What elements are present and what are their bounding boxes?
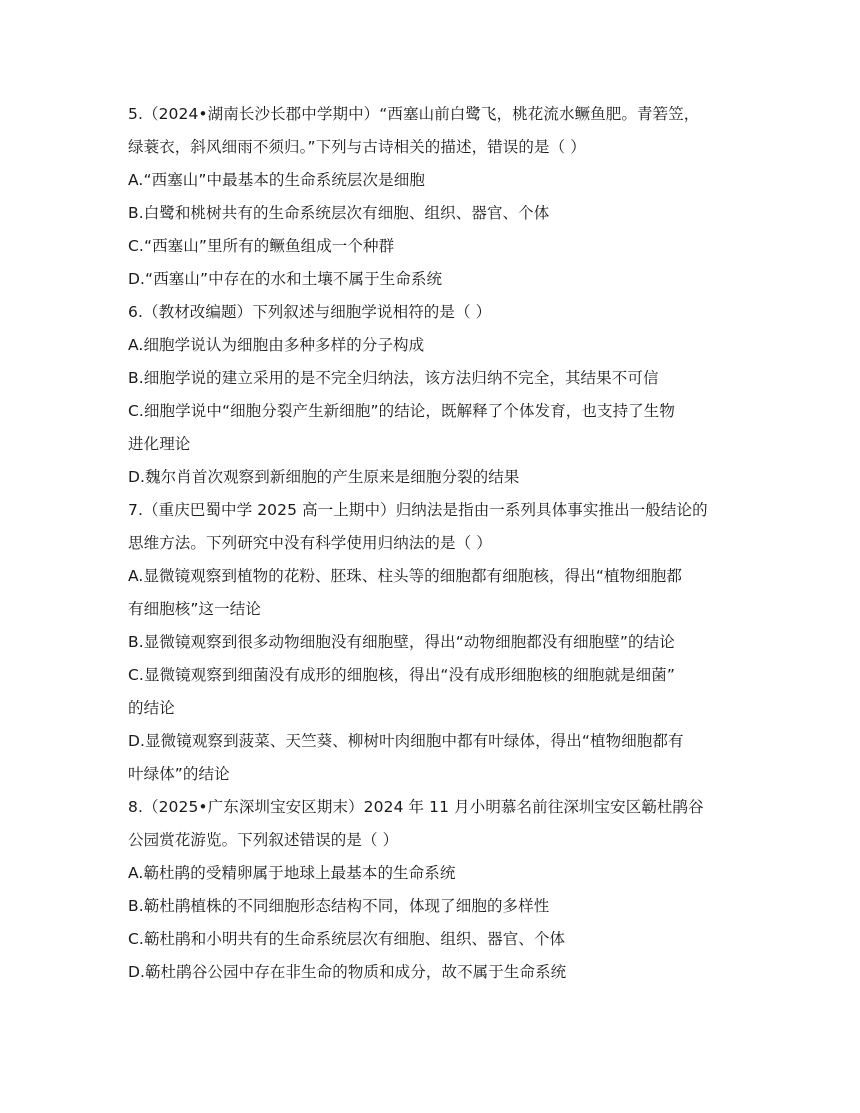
answer-option-line: A.“西塞山”中最基本的生命系统层次是细胞 — [128, 171, 425, 189]
answer-option-line: C.簕杜鹃和小明共有的生命系统层次有细胞、组织、器官、个体 — [128, 930, 566, 948]
answer-option-line: D.显微镜观察到菠菜、天竺葵、柳树叶肉细胞中都有叶绿体，得出“植物细胞都有 — [128, 732, 684, 750]
question-stem-line: 7.（重庆巴蜀中学 2025 高一上期中）归纳法是指由一系列具体事实推出一般结论的 — [128, 501, 708, 519]
answer-option-line: C.“西塞山”里所有的鳜鱼组成一个种群 — [128, 237, 395, 255]
answer-option-line: A.显微镜观察到植物的花粉、胚珠、柱头等的细胞都有细胞核，得出“植物细胞都 — [128, 567, 682, 585]
answer-option-line: B.白鹭和桃树共有的生命系统层次有细胞、组织、器官、个体 — [128, 204, 550, 222]
answer-option-line: C.细胞学说中“细胞分裂产生新细胞”的结论，既解释了个体发育，也支持了生物 — [128, 402, 676, 420]
answer-option-line: B.细胞学说的建立采用的是不完全归纳法，该方法归纳不完全，其结果不可信 — [128, 369, 659, 387]
answer-option-line: 进化理论 — [128, 435, 191, 453]
answer-option-line: D.簕杜鹃谷公园中存在非生命的物质和成分，故不属于生命系统 — [128, 963, 567, 981]
answer-option-line: 的结论 — [128, 699, 175, 717]
answer-option-line: B.簕杜鹃植株的不同细胞形态结构不同，体现了细胞的多样性 — [128, 897, 550, 915]
question-stem-line: 思维方法。下列研究中没有科学使用归纳法的是（ ） — [128, 534, 492, 552]
question-q6 — [128, 296, 736, 494]
answer-option-line: C.显微镜观察到细菌没有成形的细胞核，得出“没有成形细胞核的细胞就是细菌” — [128, 666, 676, 684]
question-stem-line: 8.（2025•广东深圳宝安区期末）2024 年 11 月小明慕名前往深圳宝安区簕杜鹃谷 — [128, 798, 704, 816]
question-q5 — [128, 98, 736, 296]
answer-option-line: 叶绿体”的结论 — [128, 765, 230, 783]
answer-option-line: D.“西塞山”中存在的水和土壤不属于生命系统 — [128, 270, 443, 288]
answer-option-line: A.细胞学说认为细胞由多种多样的分子构成 — [128, 336, 425, 354]
question-q8 — [128, 791, 736, 989]
answer-option-line: 有细胞核”这一结论 — [128, 600, 261, 618]
question-q7 — [128, 494, 736, 791]
answer-option-line: B.显微镜观察到很多动物细胞没有细胞壁，得出“动物细胞都没有细胞壁”的结论 — [128, 633, 675, 651]
question-stem-line: 公园赏花游览。下列叙述错误的是（ ） — [128, 831, 399, 849]
question-stem-line: 5.（2024•湖南长沙长郡中学期中）“西塞山前白鹭飞，桃花流水鳜鱼肥。青箬笠， — [128, 105, 700, 123]
question-stem-line: 6.（教材改编题）下列叙述与细胞学说相符的是（ ） — [128, 303, 492, 321]
answer-option-line: D.魏尔肖首次观察到新细胞的产生原来是细胞分裂的结果 — [128, 468, 520, 486]
answer-option-line: A.簕杜鹃的受精卵属于地球上最基本的生命系统 — [128, 864, 456, 882]
question-stem-line: 绿蓑衣，斜风细雨不须归。”下列与古诗相关的描述，错误的是（ ） — [128, 138, 586, 156]
